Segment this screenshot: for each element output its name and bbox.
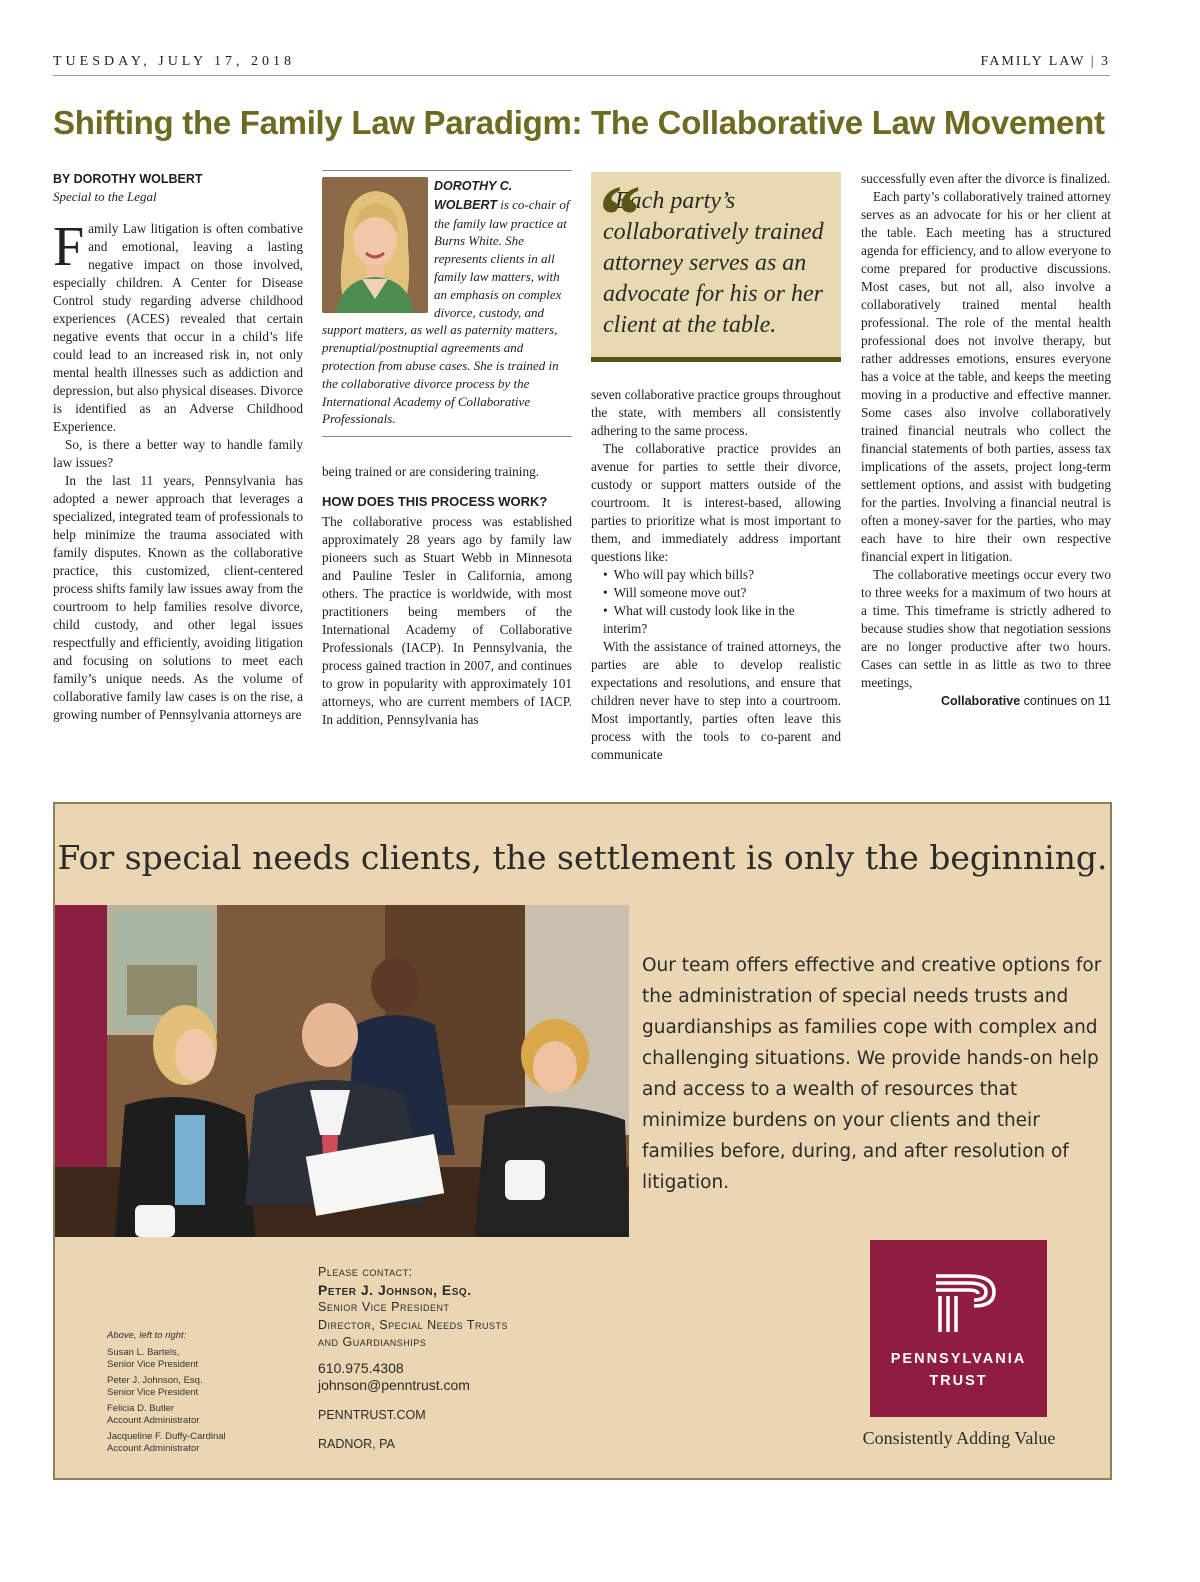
- list-item: • What will custody look like in the interim?: [603, 602, 841, 638]
- ad-tagline: Consistently Adding Value: [862, 1428, 1056, 1448]
- photo-caption: [107, 1330, 307, 1459]
- paragraph: The collaborative practice provides an avenue for parties to settle their divorce, custody or support matters outside of the courtroom. It is interest-based, allowing parties to prioritize what is most important to them, and immediately address important questions like:: [591, 441, 841, 564]
- article-column-3: [591, 170, 841, 764]
- article-headline: Shifting the Family Law Paradigm: The Collaborative Law Movement: [53, 104, 1105, 141]
- paragraph: Family Law litigation is often combative and emotional, leaving a lasting negative impact on those involved, especially children. A Center for Disease Control study regarding adverse childhood experiences (ACES) revealed that certain negative events that occur in a child’s life could lead to an increased risk in, not only mental health illnesses such as addiction and depression, but also physical diseases. Divorce is identified as an Adverse Childhood Experience.: [53, 216, 303, 434]
- contact-title: Senior Vice President: [318, 1300, 450, 1314]
- section-label: FAMILY LAW | 3: [980, 54, 1110, 69]
- page-header: [53, 54, 1110, 76]
- pull-quote-text: Each party’s collaboratively trained attorney serves as an advocate for his or her client at the table.: [603, 188, 824, 338]
- author-bio-box: [322, 170, 572, 437]
- paragraph: With the assistance of trained attorneys, the parties are able to develop realistic expectations and resolutions, and ensure that children never have to step into a courtroom. Most importantly, parties often leave this process with the tools to co-parent and communicate: [591, 639, 841, 762]
- ad-body-text: Our team offers effective and creative options for the administration of special needs trusts and guardianships as families cope with complex and challenging situations. We provide hands-on help and access to a wealth of resources that minimize burdens on your clients and their families before, during, and after resolution of litigation.: [642, 955, 1102, 1193]
- issue-date: TUESDAY, JULY 17, 2018: [53, 54, 296, 69]
- caption-person: Jacqueline F. Duffy-Cardinal Account Administrator: [107, 1430, 226, 1454]
- caption-heading: Above, left to right:: [107, 1330, 187, 1341]
- byline-role: Special to the Legal: [53, 189, 157, 204]
- quote-mark-icon: “: [599, 169, 641, 262]
- pennsylvania-trust-logo: [870, 1240, 1047, 1417]
- author-photo: [322, 177, 428, 313]
- paragraph: seven collaborative practice groups throughout the state, with members all consistently adhering to the same process.: [591, 387, 841, 438]
- paragraph: Each party’s collaboratively trained attorney serves as an advocate for his or her client at the table. Each meeting has a structured agenda for efficiency, and to allow everyone to come prepared for productive discussions. Most cases, but not all, also involve a collaboratively trained mental health professional. The role of the mental health professional does not involve therapy, but rather addresses emotions, ensures everyone has a voice at the table, and keeps the meeting moving in a productive and effective manner. Some cases also involve collaboratively trained financial neutrals who collect the financial statements of both parties, assess tax implications of the assets, project long-term settlement options, and assist with budgeting for the parties. Involving a financial neutral is often a money-saver for the parties, who may each have to hire their own respective financial expert in litigation.: [861, 189, 1111, 564]
- logo-wordmark: PENNSYLVANIA TRUST: [890, 1351, 1027, 1389]
- pull-quote: [591, 169, 841, 362]
- author-name: DOROTHY C. WOLBERT: [434, 179, 513, 212]
- contact-email[interactable]: johnson@penntrust.com: [318, 1377, 470, 1393]
- contact-name: Peter J. Johnson, Esq.: [318, 1281, 472, 1298]
- contact-website[interactable]: PENNTRUST.COM: [318, 1407, 426, 1422]
- contact-block: [318, 1264, 598, 1454]
- paragraph: So, is there a better way to handle family law issues?: [53, 437, 303, 470]
- ad-team-photo: [55, 905, 629, 1237]
- caption-person: Susan L. Bartels, Senior Vice President: [107, 1346, 199, 1370]
- continuation-link[interactable]: Collaborative continues on 11: [941, 694, 1111, 708]
- paragraph: In the last 11 years, Pennsylvania has adopted a newer approach that leverages a specialized, integrated team of professionals to help minimize the trauma associated with family disputes. Known as the collaborative practice, this customized, client-centered process shifts family law issues away from the courtroom to help families resolve divorce, child custody, and other legal issues respectfully and efficiently, avoiding litigation and focusing on solutions to meet each family’s unique needs. As the volume of collaborative family law cases is on the rise, a growing number of Pennsylvania attorneys are: [53, 473, 303, 722]
- contact-phone[interactable]: 610.975.4308: [318, 1359, 404, 1376]
- article-column-1: [53, 170, 303, 724]
- article-column-2: [322, 170, 572, 729]
- paragraph: successfully even after the divorce is finalized.: [861, 171, 1111, 186]
- paragraph: The collaborative process was established approximately 28 years ago by family law pioneers such as Stuart Webb in Minnesota and Pauline Tesler in California, among others. The practice is worldwide, with most practitioners being members of the International Academy of Collaborative Professionals (IACP). In Pennsylvania, the process gained traction in 2007, and continues to grow in popularity with approximately 101 attorneys, who are current members of IACP. In addition, Pennsylvania has: [322, 514, 572, 728]
- paragraph: being trained or are considering training.: [322, 464, 540, 480]
- question-list: [591, 566, 841, 638]
- contact-location: RADNOR, PA: [318, 1437, 395, 1451]
- byline-author: BY DOROTHY WOLBERT: [53, 172, 203, 186]
- drop-cap: F: [53, 216, 85, 278]
- caption-person: Felicia D. Butler Account Administrator: [107, 1402, 200, 1426]
- advertisement: [53, 802, 1112, 1480]
- list-item: • Will someone move out?: [603, 584, 841, 602]
- author-bio: DOROTHY C. WOLBERT is co-chair of the family law practice at Burns White. She represents clients in all family law matters, with an emphasis on complex divorce, custody, and support matters, as well as paternity matters, prenuptial/postnuptial agreements and protection from abuse cases. She is trained in the collaborative divorce process by the International Academy of Collaborative Professionals.: [322, 179, 570, 427]
- ad-headline: For special needs clients, the settlement is only the beginning.: [57, 838, 1108, 877]
- caption-person: Peter J. Johnson, Esq. Senior Vice President: [107, 1374, 203, 1398]
- contact-label: Please contact:: [318, 1265, 413, 1279]
- contact-title: Director, Special Needs Trusts: [318, 1317, 509, 1332]
- article-column-4: [861, 170, 1111, 710]
- paragraph: The collaborative meetings occur every two to three weeks for a maximum of two hours at a time. This timeframe is strictly adhered to because studies show that negotiation sessions are no longer productive after two hours. Cases can settle in as little as two to three meetings,: [861, 567, 1111, 690]
- list-item: • Who will pay which bills?: [603, 566, 841, 584]
- contact-title: and Guardianships: [318, 1335, 427, 1349]
- section-subhead: HOW DOES THIS PROCESS WORK?: [322, 494, 548, 510]
